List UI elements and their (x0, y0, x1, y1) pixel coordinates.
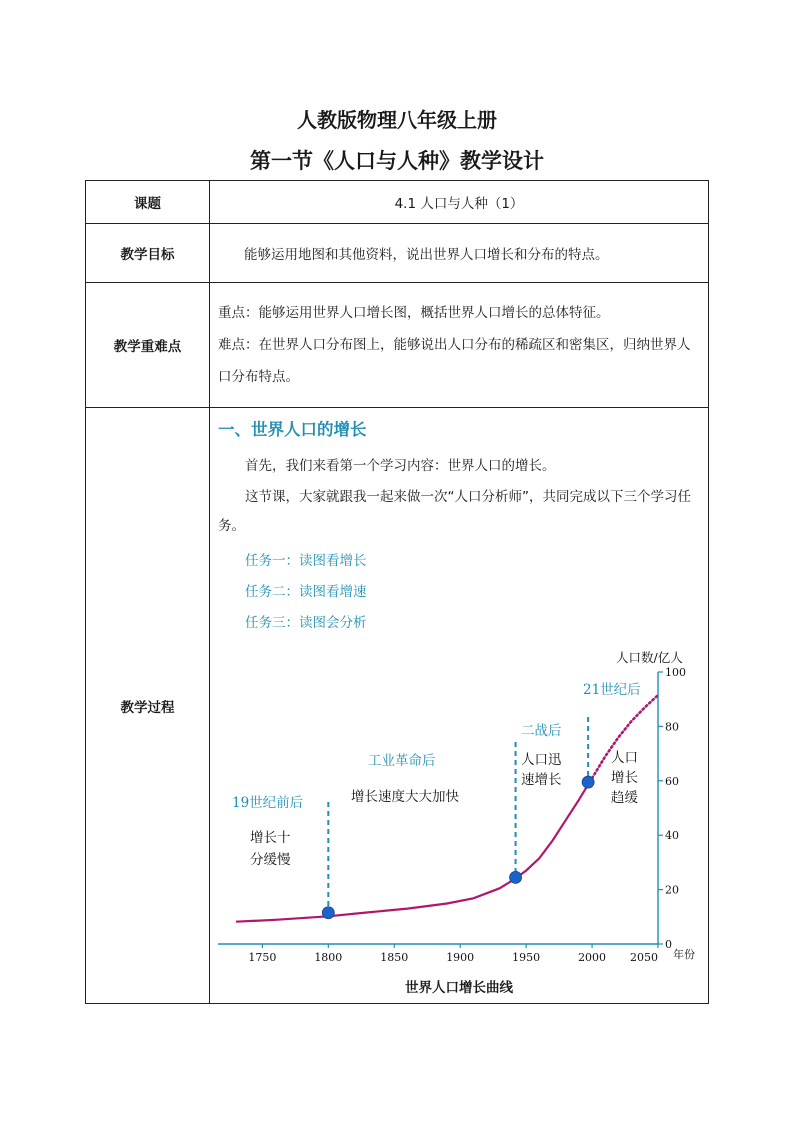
y-tick-label: 0 (665, 938, 672, 951)
process-row (86, 408, 709, 1004)
goal-value: 能够运用地图和其他资料，说出世界人口增长和分布的特点。 (210, 224, 709, 283)
difficulty-label: 教学重难点 (86, 283, 210, 408)
intro-paragraph: 首先，我们来看第一个学习内容：世界人口的增长。 (245, 458, 556, 474)
section-heading: 一、世界人口的增长 (218, 420, 367, 439)
difficult-point: 难点：在世界人口分布图上，能够说出人口分布的稀疏区和密集区，归纳世界人口分布特点。 (218, 337, 691, 385)
population-growth-chart (218, 642, 708, 967)
stage-label-19th-century: 19世纪前后 (232, 795, 304, 811)
y-tick-label: 20 (665, 883, 679, 897)
difficulty-value (210, 283, 709, 408)
annotation-fast-growth: 增长速度大大加快 (351, 789, 459, 805)
task-two: 任务二：读图看增速 (245, 584, 367, 600)
process-label: 教学过程 (86, 408, 210, 1004)
chart-caption: 世界人口增长曲线 (405, 980, 513, 996)
process-content (210, 408, 709, 1004)
stage-label-industrial-revolution: 工业革命后 (368, 753, 436, 769)
stage-marker (582, 776, 594, 788)
stage-marker (322, 907, 334, 919)
annotation-rapid-growth: 人口迅速增长 (521, 752, 562, 788)
y-tick-label: 100 (665, 666, 686, 679)
x-axis-label: 年份 (673, 948, 695, 961)
stage-marker (510, 871, 522, 883)
y-tick-label: 40 (665, 829, 679, 843)
stage-label-post-war: 二战后 (521, 723, 562, 739)
x-tick-label: 2050 (630, 951, 658, 964)
x-tick-label: 2000 (578, 951, 607, 964)
lesson-plan-table (85, 180, 709, 1004)
y-tick-label: 80 (665, 720, 679, 734)
topic-row (86, 181, 709, 224)
annotation-slowing-growth: 人口增长趋缓 (611, 750, 638, 806)
goal-label: 教学目标 (86, 224, 210, 283)
topic-label: 课题 (86, 181, 210, 224)
task-intro-paragraph: 这节课，大家就跟我一起来做一次“人口分析师”，共同完成以下三个学习任务。 (218, 489, 691, 534)
difficulty-row (86, 283, 709, 408)
x-tick-label: 1850 (380, 951, 409, 964)
x-tick-label: 1750 (248, 951, 277, 964)
topic-value: 4.1 人口与人种（1） (210, 181, 709, 224)
task-three: 任务三：读图会分析 (245, 615, 367, 631)
y-axis-label: 人口数/亿人 (616, 650, 683, 665)
task-one: 任务一：读图看增长 (245, 553, 367, 569)
x-tick-label: 1900 (446, 951, 475, 964)
stage-label-21st-century: 21世纪后 (583, 682, 641, 698)
y-tick-label: 60 (665, 774, 679, 788)
lesson-title: 第一节《人口与人种》教学设计 (250, 148, 544, 173)
goal-row (86, 224, 709, 283)
annotation-slow-growth: 增长十分缓慢 (250, 830, 291, 868)
x-tick-label: 1950 (512, 951, 541, 964)
key-point: 重点：能够运用世界人口增长图，概括世界人口增长的总体特征。 (218, 305, 610, 321)
x-tick-label: 1800 (314, 951, 343, 964)
document-title: 人教版物理八年级上册 (297, 108, 497, 132)
